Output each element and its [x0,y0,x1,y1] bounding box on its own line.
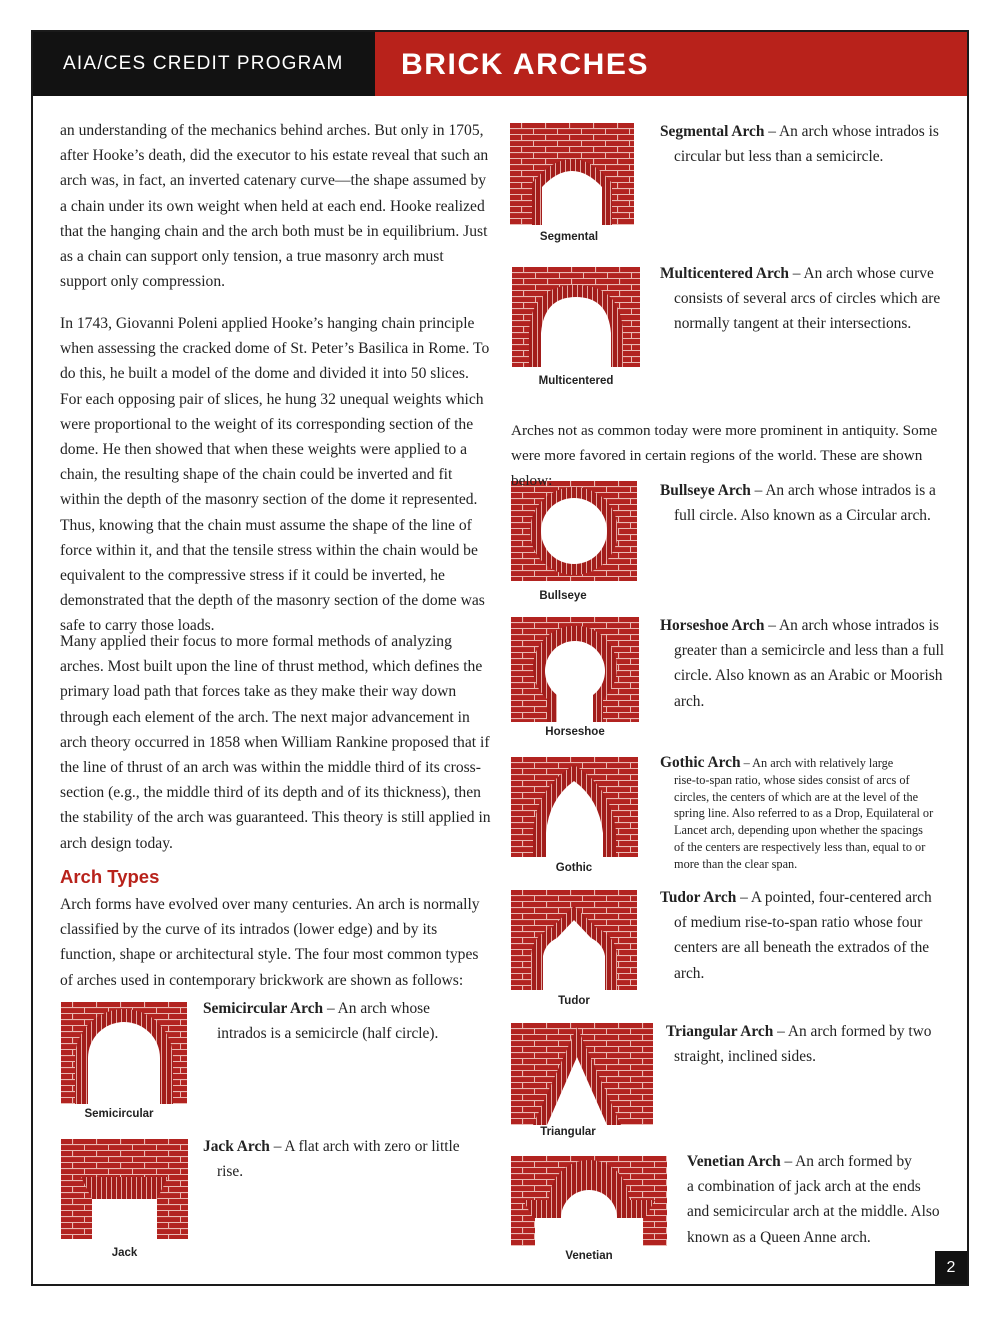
fig-label-horseshoe: Horseshoe [545,726,605,738]
arch-types-intro: Arch forms have evolved over many centuries. An arch is normally classified by the curve of its intrados (lower edge) and by its function, shape or architectural style. The four most common types of arches used in contemporary brickwork are shown as follows: [60,896,480,989]
fig-label-triangular: Triangular [540,1126,596,1138]
multicentered-arch-figure [512,267,640,367]
jack-arch-figure [61,1139,188,1239]
horseshoe-arch-figure [511,617,639,722]
gothic-arch-figure [511,757,638,857]
fig-label-segmental: Segmental [539,231,599,243]
fig-label-multicentered: Multicentered [538,375,614,387]
semicircular-arch-figure [61,1002,187,1104]
fig-label-bullseye: Bullseye [539,590,587,602]
def-tudor: Tudor Arch – A pointed, four-centered arch of medium rise-to-span ratio whose four centers are all beneath the extrados of the arch. [660,889,932,982]
fig-label-gothic: Gothic [555,862,593,874]
def-triangular: Triangular Arch – An arch formed by two straight, inclined sides. [666,1023,932,1066]
segmental-arch-figure [510,123,634,225]
def-segmental: Segmental Arch – An arch whose intrados is circular but less than a semicircle. [660,123,939,166]
fig-label-tudor: Tudor [558,995,590,1007]
def-bullseye: Bullseye Arch – An arch whose intrados is a full circle. Also known as a Circular arch. [660,482,936,525]
triangular-arch-figure [511,1023,653,1125]
venetian-arch-figure [511,1156,667,1246]
section-heading-arch-types: Arch Types [60,866,160,887]
fig-label-semicircular: Semicircular [84,1108,154,1120]
def-gothic: Gothic Arch – An arch with relatively large rise-to-span ratio, whose sides consist of arcs of circles, the centers of which are at the level of the spring line. Also referred to as a Drop, Equilateral or Lancet arch, depending upon whether the spacings of the centers are respectively less than, equal to or more than the clear span. [660,754,934,871]
program-label: AIA/CES CREDIT PROGRAM [33,32,375,96]
body-paragraph-3: Many applied their focus to more formal methods of analyzing arches. Most built upon the line of thrust method, which defines the primary load path that forces take as they make their way down through each element of the arch. The next major advancement in arch theory occurred in 1858 when William Rankine proposed that if the line of thrust of an arch was within the middle third of its cross-section (e.g., the middle third of its depth and of its thickness), then the stability of the arch was guaranteed. This theory is still applied in arch design today. [60,633,491,852]
page-title: BRICK ARCHES [375,32,967,96]
def-horseshoe: Horseshoe Arch – An arch whose intrados is greater than a semicircle and less than a full circle. Also known as an Arabic or Moorish arch. [660,617,945,710]
body-paragraph-1: an understanding of the mechanics behind arches. But only in 1705, after Hooke’s death, did the executor to his estate reveal that such an arch was, in fact, an inverted catenary curve—the shape assumed by a chain under its own weight when held at each end. Hooke realized that the hanging chain and the arch both must be in equilibrium. Just as a chain can support only tension, a true masonry arch must support only compression. [60,122,489,291]
def-multicentered: Multicentered Arch – An arch whose curve consists of several arcs of circles which are normally tangent at their intersections. [660,265,941,333]
page-number: 2 [935,1251,967,1284]
def-semicircular: Semicircular Arch – An arch whose intrados is a semicircle (half circle). [203,1000,439,1043]
def-jack: Jack Arch – A flat arch with zero or little rise. [203,1138,460,1181]
right-intro-paragraph: Arches not as common today were more prominent in antiquity. Some were more favored in certain regions of the world. These are shown below: [511,422,938,490]
def-venetian: Venetian Arch – An arch formed by a combination of jack arch at the ends and semicircular arch at the middle. Also known as a Queen Anne arch. [687,1153,940,1246]
fig-label-venetian: Venetian [565,1250,613,1262]
fig-label-jack: Jack [111,1247,138,1259]
tudor-arch-figure [511,890,637,990]
body-paragraph-2: In 1743, Giovanni Poleni applied Hooke’s hanging chain principle when assessing the cracked dome of St. Peter’s Basilica in Rome. To do this, he built a model of the dome and divided it into 50 slices. For each opposing pair of slices, he hung 32 unequal weights which were proportional to the weight of its corresponding section of the dome. He then showed that when these weights were applied to a chain, the resulting shape of the chain could be inverted and fit within the depth of the masonry section of the dome it represented. Thus, knowing that the chain must assume the shape of the line of force within it, and that the tensile stress within the chain would be equivalent to the compressive stress if it could be inverted, he demonstrated that the depth of the masonry section of the dome was safe to carry those loads. [60,315,490,635]
bullseye-arch-figure [511,481,637,581]
